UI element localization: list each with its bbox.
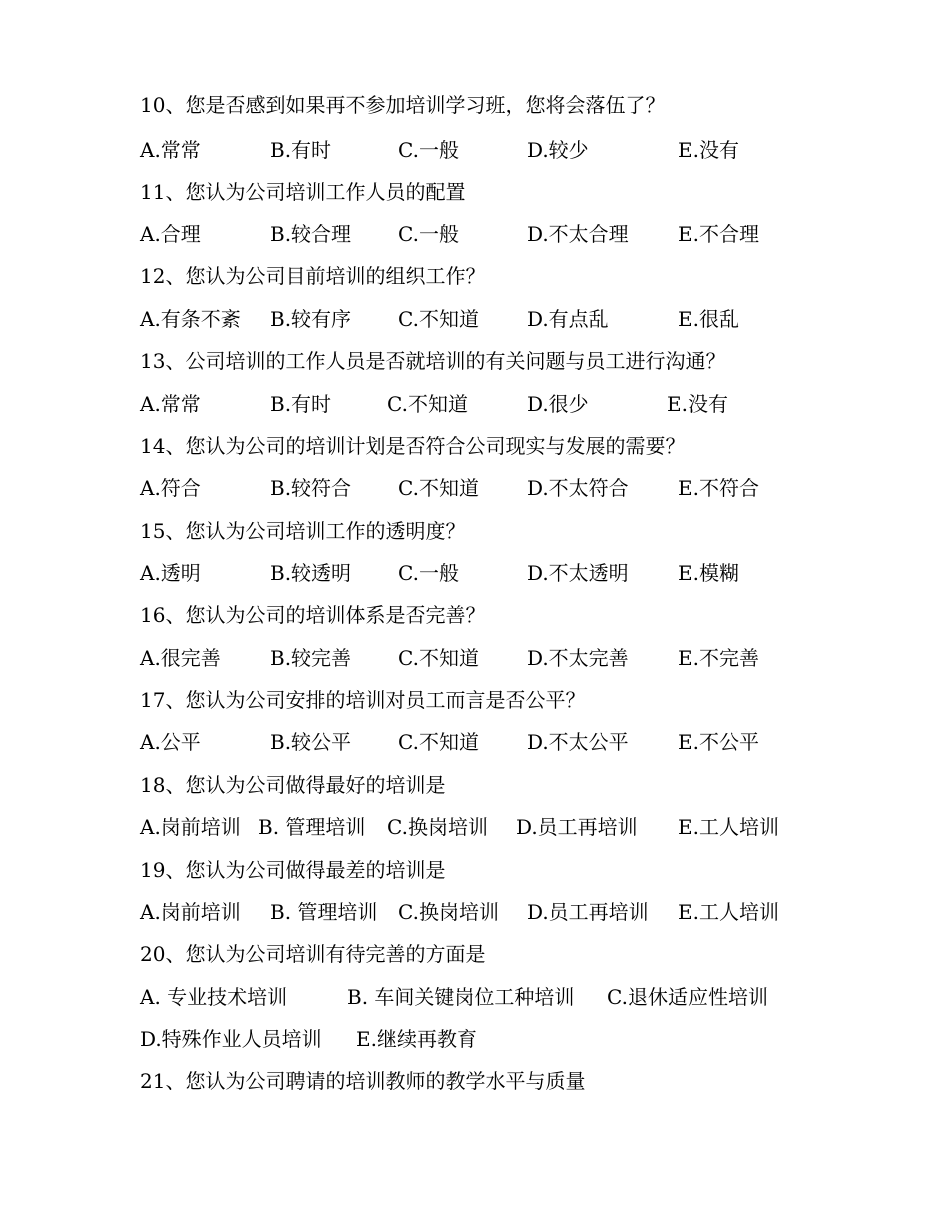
option-d: D.很少 [527, 392, 589, 416]
option-a: A.公平 [140, 730, 201, 754]
question-13: 13、公司培训的工作人员是否就培训的有关问题与员工进行沟通？ [140, 349, 726, 373]
option-b: B.较公平 [270, 730, 352, 754]
option-d: D.不太完善 [527, 646, 629, 670]
option-c: C.退休适应性培训 [607, 985, 768, 1009]
option-c: C.不知道 [398, 646, 479, 670]
option-c: C.一般 [398, 561, 459, 585]
option-e: E.很乱 [678, 307, 739, 331]
question-20: 20、您认为公司培训有待完善的方面是 [140, 942, 486, 966]
option-b: B. 管理培训 [270, 900, 378, 924]
option-b: B.较合理 [270, 222, 352, 246]
option-a: A.透明 [140, 561, 201, 585]
option-d: D.不太合理 [527, 222, 629, 246]
option-a: A.符合 [140, 476, 201, 500]
option-c: C.不知道 [398, 476, 479, 500]
option-a: A.常常 [140, 138, 201, 162]
question-18: 18、您认为公司做得最好的培训是 [140, 773, 446, 797]
option-e: E.不完善 [678, 646, 759, 670]
question-16: 16、您认为公司的培训体系是否完善？ [140, 603, 486, 627]
question-12: 12、您认为公司目前培训的组织工作？ [140, 264, 486, 288]
option-e: E.工人培训 [678, 815, 779, 839]
option-b: B.较完善 [270, 646, 352, 670]
option-b: B.较透明 [270, 561, 352, 585]
option-d: D.有点乱 [527, 307, 609, 331]
option-d: D.特殊作业人员培训 [140, 1027, 322, 1051]
option-e: E.继续再教育 [356, 1027, 477, 1051]
question-11: 11、您认为公司培训工作人员的配置 [140, 180, 466, 204]
question-14: 14、您认为公司的培训计划是否符合公司现实与发展的需要？ [140, 434, 686, 458]
option-e: E.没有 [667, 392, 728, 416]
question-19: 19、您认为公司做得最差的培训是 [140, 858, 446, 882]
option-e: E.模糊 [678, 561, 739, 585]
option-b: B.有时 [270, 392, 332, 416]
option-b: B. 管理培训 [258, 815, 366, 839]
option-c: C.一般 [398, 138, 459, 162]
option-b: B. 车间关键岗位工种培训 [347, 985, 575, 1009]
question-21: 21、您认为公司聘请的培训教师的教学水平与质量 [140, 1069, 586, 1093]
option-a: A.岗前培训 [140, 815, 241, 839]
option-a: A.常常 [140, 392, 201, 416]
question-17: 17、您认为公司安排的培训对员工而言是否公平？ [140, 688, 586, 712]
question-15: 15、您认为公司培训工作的透明度？ [140, 519, 466, 543]
option-d: D.较少 [527, 138, 589, 162]
option-a: A. 专业技术培训 [140, 985, 288, 1009]
option-e: E.工人培训 [678, 900, 779, 924]
option-d: D.不太符合 [527, 476, 629, 500]
option-e: E.没有 [678, 138, 739, 162]
option-e: E.不公平 [678, 730, 759, 754]
option-d: D.不太公平 [527, 730, 629, 754]
option-a: A.很完善 [140, 646, 221, 670]
option-c: C.不知道 [398, 307, 479, 331]
option-a: A.有条不紊 [140, 307, 241, 331]
option-c: C.换岗培训 [398, 900, 499, 924]
option-b: B.较符合 [270, 476, 352, 500]
question-10: 10、您是否感到如果再不参加培训学习班，您将会落伍了？ [140, 93, 666, 117]
option-e: E.不合理 [678, 222, 759, 246]
option-d: D.员工再培训 [527, 900, 649, 924]
option-c: C.换岗培训 [387, 815, 488, 839]
option-c: C.一般 [398, 222, 459, 246]
option-e: E.不符合 [678, 476, 759, 500]
option-a: A.岗前培训 [140, 900, 241, 924]
option-d: D.员工再培训 [516, 815, 638, 839]
option-a: A.合理 [140, 222, 201, 246]
option-d: D.不太透明 [527, 561, 629, 585]
option-b: B.较有序 [270, 307, 352, 331]
option-b: B.有时 [270, 138, 332, 162]
option-c: C.不知道 [398, 730, 479, 754]
option-c: C.不知道 [387, 392, 468, 416]
